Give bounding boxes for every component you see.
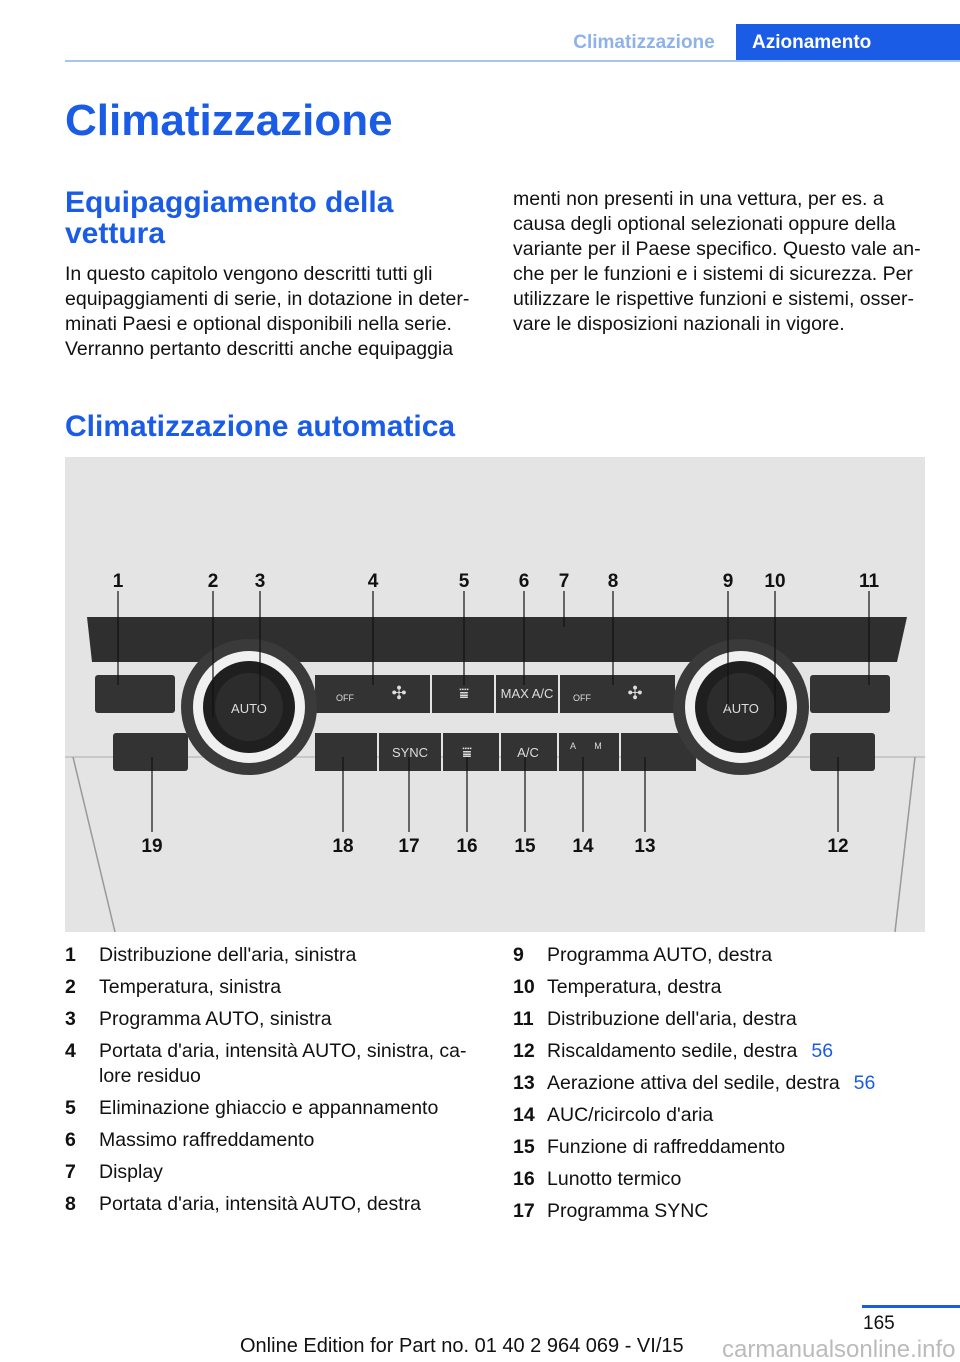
- legend-item: [513, 1039, 933, 1064]
- legend-item: [513, 1167, 933, 1192]
- callout-9: 9: [722, 571, 734, 592]
- legend-item: [65, 943, 485, 968]
- legend-text: Temperatura, sinistra: [99, 976, 282, 998]
- callout-1: 1: [112, 571, 124, 592]
- legend-number: 12: [513, 1040, 535, 1062]
- legend-text: Programma SYNC: [547, 1200, 709, 1222]
- legend-text: Funzione di raffreddamento: [547, 1136, 786, 1158]
- legend-number: 11: [513, 1008, 534, 1030]
- legend-item: [513, 1007, 933, 1032]
- legend-text: Portata d'aria, intensità AUTO, destra: [99, 1193, 422, 1215]
- legend-number: 8: [65, 1193, 76, 1215]
- legend-text: Aerazione attiva del sedile, destra: [547, 1072, 840, 1094]
- legend-item: [65, 1160, 485, 1185]
- callout-18: 18: [332, 836, 354, 857]
- callout-4: 4: [367, 571, 379, 592]
- equipment-text-col1: In questo capitolo vengono descritti tutti gli equipaggiamenti di serie, in dotazione in determinati Paesi e optional disponibili nella serie. Verranno pertanto descritti anche equipaggia: [65, 263, 470, 360]
- legend-item: [65, 1096, 485, 1121]
- legend-item: [513, 943, 933, 968]
- legend-text: Temperatura, destra: [547, 976, 722, 998]
- callout-11: 11: [858, 571, 880, 592]
- legend-number: 3: [65, 1008, 76, 1030]
- legend-number: 6: [65, 1129, 76, 1151]
- callout-19: 19: [141, 836, 163, 857]
- auc-a-label: A: [569, 741, 577, 751]
- legend-text: Programma AUTO, sinistra: [99, 1008, 332, 1030]
- equipment-heading: Equipaggiamento della vettura: [65, 186, 394, 250]
- legend-item: [513, 1103, 933, 1128]
- max-ac-label: MAX A/C: [500, 686, 554, 701]
- equipment-text-col2: menti non presenti in una vettura, per es. a causa degli optional selezionati oppure della variante per il Paese specifico. Questo vale anche per le funzioni e i sistemi di sicurezza. Per utilizzare le rispettive funzioni e sistemi, osservare le disposizioni nazionali in vigore.: [513, 188, 921, 335]
- legend-item: [513, 1071, 933, 1096]
- watermark: carmanualsonline.info: [722, 1336, 956, 1362]
- page-title: Climatizzazione: [65, 96, 393, 145]
- ac-label: A/C: [517, 745, 539, 760]
- legend-text: Massimo raffreddamento: [99, 1129, 315, 1151]
- callout-16: 16: [456, 836, 478, 857]
- legend-item: [65, 1039, 485, 1089]
- callout-6: 6: [518, 571, 530, 592]
- legend-number: 15: [513, 1136, 535, 1158]
- legend-text: Distribuzione dell'aria, destra: [547, 1008, 797, 1030]
- auto-right-label: AUTO: [723, 701, 759, 716]
- auto-left-label: AUTO: [231, 701, 267, 716]
- legend-item: [65, 975, 485, 1000]
- legend-item: [513, 1135, 933, 1160]
- legend-number: 9: [513, 944, 524, 966]
- callout-3: 3: [254, 571, 266, 592]
- callout-8: 8: [607, 571, 619, 592]
- footer-divider: [862, 1305, 960, 1308]
- legend-number: 14: [513, 1104, 535, 1126]
- legend-text: Lunotto termico: [547, 1168, 682, 1190]
- fan-icon-right: ✣: [627, 683, 643, 703]
- callout-14: 14: [572, 836, 594, 857]
- legend-number: 1: [65, 944, 76, 966]
- legend-text: AUC/ricircolo d'aria: [547, 1104, 714, 1126]
- climate-control-panel-figure: [65, 457, 925, 932]
- callout-15: 15: [514, 836, 536, 857]
- legend-item: [65, 1128, 485, 1153]
- legend-right: [513, 943, 933, 1231]
- legend-number: 7: [65, 1161, 76, 1183]
- legend-text: Distribuzione dell'aria, sinistra: [99, 944, 357, 966]
- legend-number: 17: [513, 1200, 535, 1222]
- header-divider: [65, 60, 960, 62]
- legend-left: [65, 943, 485, 1224]
- auc-m-label: M: [594, 741, 602, 751]
- callout-7: 7: [558, 571, 570, 592]
- legend-number: 2: [65, 976, 76, 998]
- fan-icon-left: ✣: [391, 683, 407, 703]
- legend-number: 16: [513, 1168, 535, 1190]
- legend-item: [513, 1199, 933, 1224]
- callout-12: 12: [827, 836, 849, 857]
- tab-azionamento[interactable]: Azionamento: [736, 24, 960, 62]
- callout-5: 5: [458, 571, 470, 592]
- legend-number: 4: [65, 1040, 76, 1062]
- legend-number: 13: [513, 1072, 535, 1094]
- legend-number: 10: [513, 976, 535, 998]
- tab-climatizzazione[interactable]: Climatizzazione: [573, 32, 715, 53]
- page-reference-link[interactable]: 56: [853, 1072, 876, 1094]
- page-number: 165: [863, 1313, 895, 1334]
- callout-2: 2: [207, 571, 219, 592]
- callout-17: 17: [398, 836, 420, 857]
- legend-text: Riscaldamento sedile, destra: [547, 1040, 798, 1062]
- edition-note: Online Edition for Part no. 01 40 2 964 069 - VI/15: [240, 1335, 684, 1357]
- legend-text: Display: [99, 1161, 163, 1183]
- legend-item: [65, 1192, 485, 1217]
- callout-10: 10: [764, 571, 786, 592]
- legend-text: Eliminazione ghiaccio e appannamento: [99, 1097, 439, 1119]
- legend-item: [65, 1007, 485, 1032]
- callout-13: 13: [634, 836, 656, 857]
- legend-text: Programma AUTO, destra: [547, 944, 773, 966]
- fan-off-left-label: OFF: [336, 693, 354, 703]
- page-reference-link[interactable]: 56: [811, 1040, 834, 1062]
- legend-item: [513, 975, 933, 1000]
- sync-label: SYNC: [391, 745, 429, 760]
- rear-defrost-icon: ⩸: [462, 745, 472, 762]
- legend-text: Portata d'aria, intensità AUTO, sinistra, calore residuo: [99, 1040, 467, 1087]
- legend-number: 5: [65, 1097, 76, 1119]
- auto-climate-heading: Climatizzazione automatica: [65, 410, 456, 443]
- fan-off-right-label: OFF: [573, 693, 591, 703]
- defrost-icon: ⩸: [459, 686, 469, 703]
